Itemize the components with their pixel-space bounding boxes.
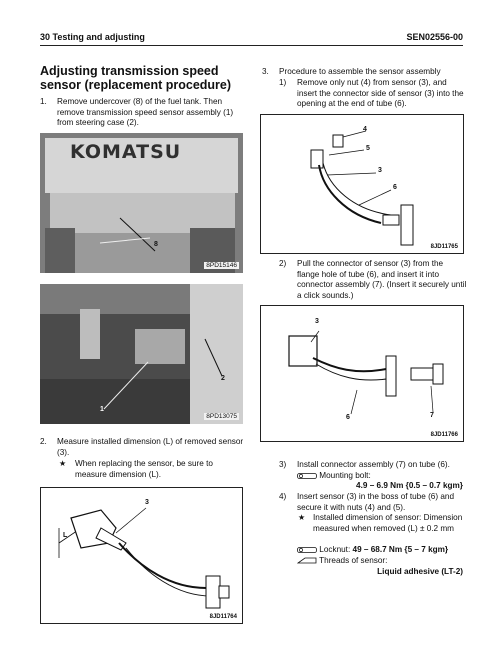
locknut-label: Locknut: [319, 545, 351, 554]
callout-3: 3 [378, 167, 382, 174]
connector-assembly-diagram [261, 306, 464, 442]
substep-1-number: 1) [279, 78, 287, 87]
substep-1-text: Remove only nut (4) from sensor (3), and insert the connector side of sensor (3) into the opening at the end of tube (6). [297, 78, 464, 108]
sensor-dimension-diagram [41, 488, 243, 624]
photo-steering-case [40, 284, 243, 424]
step-3-number: 3. [262, 67, 269, 76]
substep-4-text: Insert sensor (3) in the boss of tube (6) and secure it with nuts (4) and (5). [297, 492, 455, 512]
header-rule [40, 45, 463, 46]
callout-3: 3 [315, 318, 319, 325]
photo-steering-case-illustration [40, 284, 243, 424]
substep-2-text: Pull the connector of sensor (3) from the flange hole of tube (6), and insert it into connector assembly (7). (Insert it securely until a click sounds.) [297, 259, 467, 300]
locknut-spec [297, 545, 448, 556]
callout-1: 1 [100, 406, 104, 413]
document-code: SEN02556-00 [406, 32, 463, 42]
mounting-bolt-spec [297, 471, 371, 482]
figure-code: 8JD11764 [209, 614, 237, 620]
torque-wrench-icon [297, 545, 317, 554]
figure-sensor-dimension [40, 487, 243, 624]
step-2-number: 2. [40, 437, 47, 446]
callout-5: 5 [366, 145, 370, 152]
step-2-note: When replacing the sensor, be sure to measure dimension (L). [75, 459, 213, 479]
photo-code: 8PD13075 [206, 413, 237, 420]
torque-wrench-icon [297, 471, 317, 480]
substep-4-note: Installed dimension of sensor: Dimension measured when removed (L) ± 0.2 mm [313, 513, 463, 533]
mounting-bolt-label: Mounting bolt: [319, 471, 371, 480]
threads-adhesive: Liquid adhesive (LT-2) [377, 567, 463, 576]
figure-connector-assembly [260, 305, 464, 442]
callout-8: 8 [154, 241, 158, 248]
komatsu-logo: KOMATSU [70, 141, 182, 163]
threads-spec [297, 556, 387, 567]
figure-code: 8JD11765 [430, 244, 458, 250]
callout-4: 4 [363, 126, 367, 133]
step-3-text: Procedure to assemble the sensor assembly [279, 67, 441, 76]
figure-insert-connector [260, 114, 464, 254]
substep-3-number: 3) [279, 460, 287, 469]
figure-code: 8JD11766 [430, 432, 458, 438]
insert-connector-diagram [261, 115, 464, 254]
threads-label: Threads of sensor: [319, 556, 388, 565]
photo-code: 8PD15146 [206, 262, 237, 269]
substep-3-text: Install connector assembly (7) on tube (6). [297, 460, 450, 469]
callout-6: 6 [346, 414, 350, 421]
star-note-mark: ★ [59, 459, 67, 468]
mounting-bolt-torque: 4.9 – 6.9 Nm {0.5 – 0.7 kgm} [356, 481, 463, 490]
callout-3: 3 [145, 499, 149, 506]
star-note-mark: ★ [298, 513, 306, 522]
substep-4-number: 4) [279, 492, 287, 501]
step-1-number: 1. [40, 97, 47, 106]
step-2-text: Measure installed dimension (L) of removed sensor (3). [57, 437, 244, 457]
page-title: Adjusting transmission speed sensor (replacement procedure) [40, 64, 232, 92]
step-1-text: Remove undercover (8) of the fuel tank. Then remove transmission speed sensor assembly (1) from steering case (2). [57, 97, 234, 127]
callout-6: 6 [393, 184, 397, 191]
section-title: 30 Testing and adjusting [40, 32, 145, 42]
callout-2: 2 [221, 375, 225, 382]
callout-7: 7 [430, 412, 434, 419]
photo-fuel-tank-undercover [40, 133, 243, 273]
callout-L: L [63, 532, 68, 539]
substep-2-number: 2) [279, 259, 287, 268]
locknut-torque: 49 – 68.7 Nm {5 – 7 kgm} [352, 545, 449, 554]
adhesive-icon [297, 556, 317, 565]
